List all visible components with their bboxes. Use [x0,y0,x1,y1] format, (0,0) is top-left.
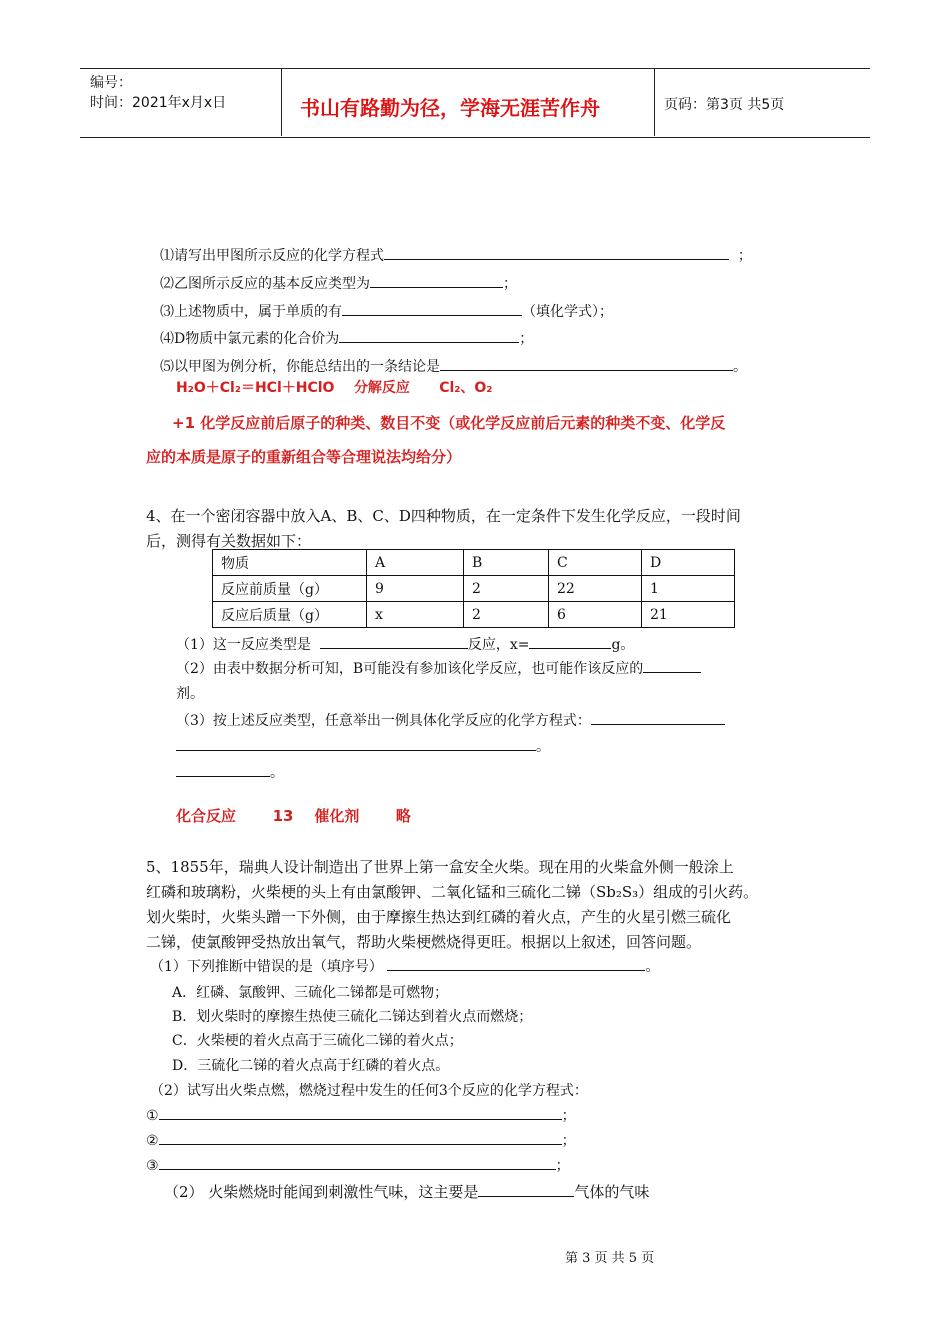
answer-blank [643,658,701,673]
table-cell: D [642,550,735,576]
answer-blank [387,956,645,971]
q4-answer: 化合反应 13 催化剂 略 [176,807,411,825]
table-cell: 9 [367,576,464,602]
q3-item-text: ⑶上述物质中，属于单质的有 [160,304,342,320]
q5-option-b: B．划火柴时的摩擦生热使三硫化二锑达到着火点而燃烧； [172,1009,533,1025]
answer-blank [384,245,729,260]
table-cell: 反应前质量（g） [213,576,367,602]
q5-option-d: D．三硫化二锑的着火点高于红磷的着火点。 [172,1058,450,1074]
q5-sub2: （2）试写出火柴点燃，燃烧过程中发生的任何3个反应的化学方程式： [150,1083,588,1099]
q4-sub3: （3）按上述反应类型，任意举出一例具体化学反应的化学方程式： [176,710,725,730]
q4-sub2: （2）由表中数据分析可知，B可能没有参加该化学反应，也可能作该反应的 [176,658,701,678]
q3-item-2: ⑵乙图所示反应的基本反应类型为 ； [160,273,517,293]
q4-intro-line1: 4、在一个密闭容器中放入A、B、C、D四种物质，在一定条件下发生化学反应，一段时间 [146,507,741,525]
answer-blank [478,1182,574,1197]
q3-item-5: ⑸以甲图为例分析，你能总结出的一条结论是 。 [160,356,747,376]
q3-item-text: ⑴请写出甲图所示反应的化学方程式 [160,248,384,264]
q4-intro-line2: 后，测得有关数据如下： [146,532,312,550]
table-row [213,602,735,628]
header-page-label: 页码：第3页 共5页 [664,97,785,113]
table-cell: x [367,602,464,628]
q5-line-2: 红磷和玻璃粉，火柴梗的头上有由氯酸钾、二氧化锰和三硫化二锑（Sb₂S₃）组成的引火药。 [146,883,759,901]
table-cell: 反应后质量（g） [213,602,367,628]
q5-line-4: 二锑，使氯酸钾受热放出氧气，帮助火柴梗燃烧得更旺。根据以上叙述，回答问题。 [146,933,702,951]
q3-item-text: ⑵乙图所示反应的基本反应类型为 [160,276,370,292]
answer-blank [342,301,522,316]
q3-item-1: ⑴请写出甲图所示反应的化学方程式 ； [160,245,752,265]
table-cell: B [464,550,549,576]
q3-item-text: ⑸以甲图为例分析，你能总结出的一条结论是 [160,359,440,375]
answer-blank [591,710,725,725]
table-cell: A [367,550,464,576]
doc-number-label: 编号： [90,75,132,91]
table-cell: 2 [464,576,549,602]
answer-blank [159,1130,562,1145]
header-divider [281,68,282,136]
answer-blank [370,273,503,288]
answer-blank [176,736,536,751]
q5-eq-line-2: ② ； [146,1130,576,1150]
table-cell: 1 [642,576,735,602]
q3-item-3: ⑶上述物质中，属于单质的有 （填化学式）； [160,301,613,321]
q5-option-c: C．火柴梗的着火点高于三硫化二锑的着火点； [172,1033,463,1049]
q5-eq-line-1: ① ； [146,1105,576,1125]
q4-sub3-line2: 。 [176,736,550,756]
table-row [213,550,735,576]
q4-sub3-line3: 。 [176,762,284,782]
q5-line-3: 划火柴时，火柴头蹭一下外侧，由于摩擦生热达到红磷的着火点，产生的火星引燃三硫化 [146,908,732,926]
header-divider [654,68,655,136]
q3-answer-line3: 应的本质是原子的重新组合等合理说法均给分） [146,448,462,466]
answer-blank [339,328,519,343]
page-footer: 第 3 页 共 5 页 [565,1251,655,1266]
q5-sub3: （2） 火柴燃烧时能闻到刺激性气味，这主要是 气体的气味 [164,1183,650,1201]
q3-item-4: ⑷D物质中氯元素的化合价为 ； [160,328,533,348]
doc-time-label: 时间：2021年x月x日 [90,95,227,111]
answer-blank [529,634,611,649]
table-cell: 22 [549,576,642,602]
q3-answer-line2: +1 化学反应前后原子的种类、数目不变（或化学反应前后元素的种类不变、化学反 [172,414,726,432]
table-row [213,576,735,602]
answer-blank [320,634,468,649]
answer-blank [159,1105,562,1120]
q4-data-table [212,549,735,628]
table-cell: 2 [464,602,549,628]
q5-eq-line-3: ③ ； [146,1155,570,1175]
q5-line-1: 5、1855年，瑞典人设计制造出了世界上第一盒安全火柴。现在用的火柴盒外侧一般涂上 [146,858,734,876]
answer-blank [440,356,733,371]
table-cell: 物质 [213,550,367,576]
table-cell: 21 [642,602,735,628]
table-cell: C [549,550,642,576]
q3-answer-line1: H₂O＋Cl₂＝HCl＋HClO 分解反应 Cl₂、O₂ [176,380,493,396]
header-motto: 书山有路勤为径，学海无涯苦作舟 [300,96,600,120]
table-cell: 6 [549,602,642,628]
q5-sub1: （1）下列推断中错误的是（填序号） 。 [150,956,659,976]
answer-blank [176,762,270,777]
answer-blank [159,1155,556,1170]
q4-sub1: （1）这一反应类型是 反应，x= g。 [176,634,634,654]
q4-sub2-end: 剂。 [176,686,204,702]
q3-item-text: ⑷D物质中氯元素的化合价为 [160,331,340,347]
q5-option-a: A．红磷、氯酸钾、三硫化二锑都是可燃物； [172,985,449,1001]
